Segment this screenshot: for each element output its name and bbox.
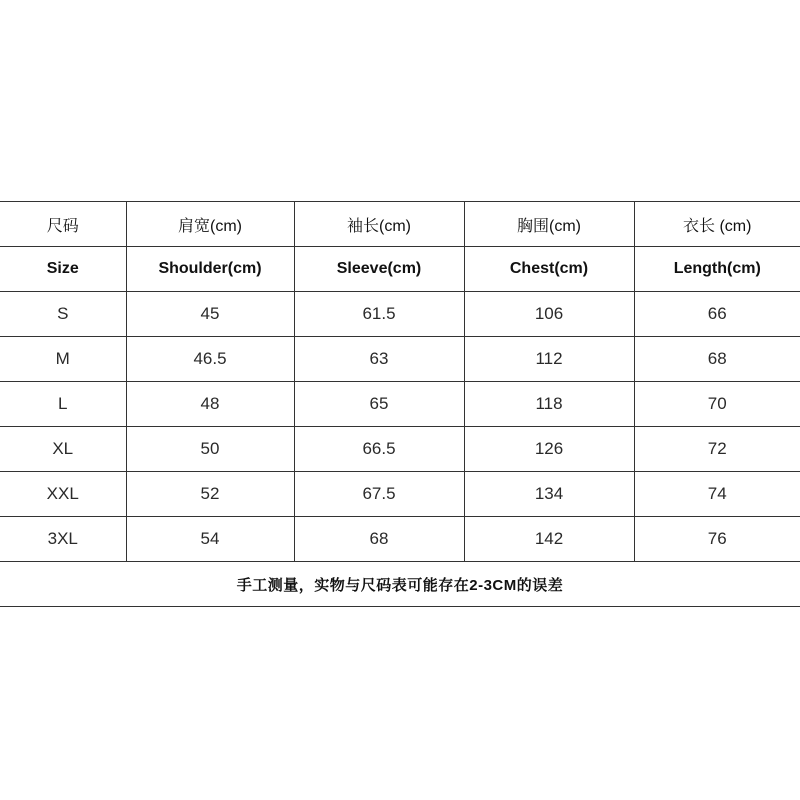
sleeve-cell: 61.5 — [294, 292, 464, 337]
shoulder-cell: 46.5 — [126, 337, 294, 382]
sleeve-cell: 65 — [294, 382, 464, 427]
shoulder-cell: 52 — [126, 472, 294, 517]
shoulder-cell: 45 — [126, 292, 294, 337]
chest-cell: 112 — [464, 337, 634, 382]
sleeve-cell: 68 — [294, 517, 464, 562]
table-row — [0, 517, 800, 562]
shoulder-cell: 50 — [126, 427, 294, 472]
length-cell: 70 — [634, 382, 800, 427]
measurement-note: 手工测量，实物与尺码表可能存在2-3CM的误差 — [0, 562, 800, 607]
size-cell: XL — [0, 427, 126, 472]
length-cell: 66 — [634, 292, 800, 337]
size-chart — [0, 201, 800, 607]
table-row — [0, 292, 800, 337]
chest-cell: 118 — [464, 382, 634, 427]
table-row — [0, 472, 800, 517]
shoulder-cell: 54 — [126, 517, 294, 562]
chest-cell: 134 — [464, 472, 634, 517]
chest-cell: 126 — [464, 427, 634, 472]
table-row — [0, 382, 800, 427]
header-size-cn: 尺码 — [0, 202, 126, 247]
shoulder-cell: 48 — [126, 382, 294, 427]
header-shoulder-cn: 肩宽(cm) — [126, 202, 294, 247]
sleeve-cell: 63 — [294, 337, 464, 382]
size-cell: 3XL — [0, 517, 126, 562]
table-row — [0, 427, 800, 472]
sleeve-cell: 66.5 — [294, 427, 464, 472]
header-sleeve-cn: 袖长(cm) — [294, 202, 464, 247]
header-shoulder-en: Shoulder(cm) — [126, 247, 294, 292]
size-chart-table — [0, 201, 800, 607]
header-chest-cn: 胸围(cm) — [464, 202, 634, 247]
english-header-row — [0, 247, 800, 292]
length-cell: 74 — [634, 472, 800, 517]
table-row — [0, 337, 800, 382]
sleeve-cell: 67.5 — [294, 472, 464, 517]
size-cell: L — [0, 382, 126, 427]
size-cell: S — [0, 292, 126, 337]
length-cell: 68 — [634, 337, 800, 382]
chest-cell: 142 — [464, 517, 634, 562]
chest-cell: 106 — [464, 292, 634, 337]
length-cell: 72 — [634, 427, 800, 472]
header-length-en: Length(cm) — [634, 247, 800, 292]
header-chest-en: Chest(cm) — [464, 247, 634, 292]
chinese-header-row — [0, 202, 800, 247]
length-cell: 76 — [634, 517, 800, 562]
header-size-en: Size — [0, 247, 126, 292]
size-cell: XXL — [0, 472, 126, 517]
header-sleeve-en: Sleeve(cm) — [294, 247, 464, 292]
note-row — [0, 562, 800, 607]
size-cell: M — [0, 337, 126, 382]
header-length-cn: 衣长 (cm) — [634, 202, 800, 247]
